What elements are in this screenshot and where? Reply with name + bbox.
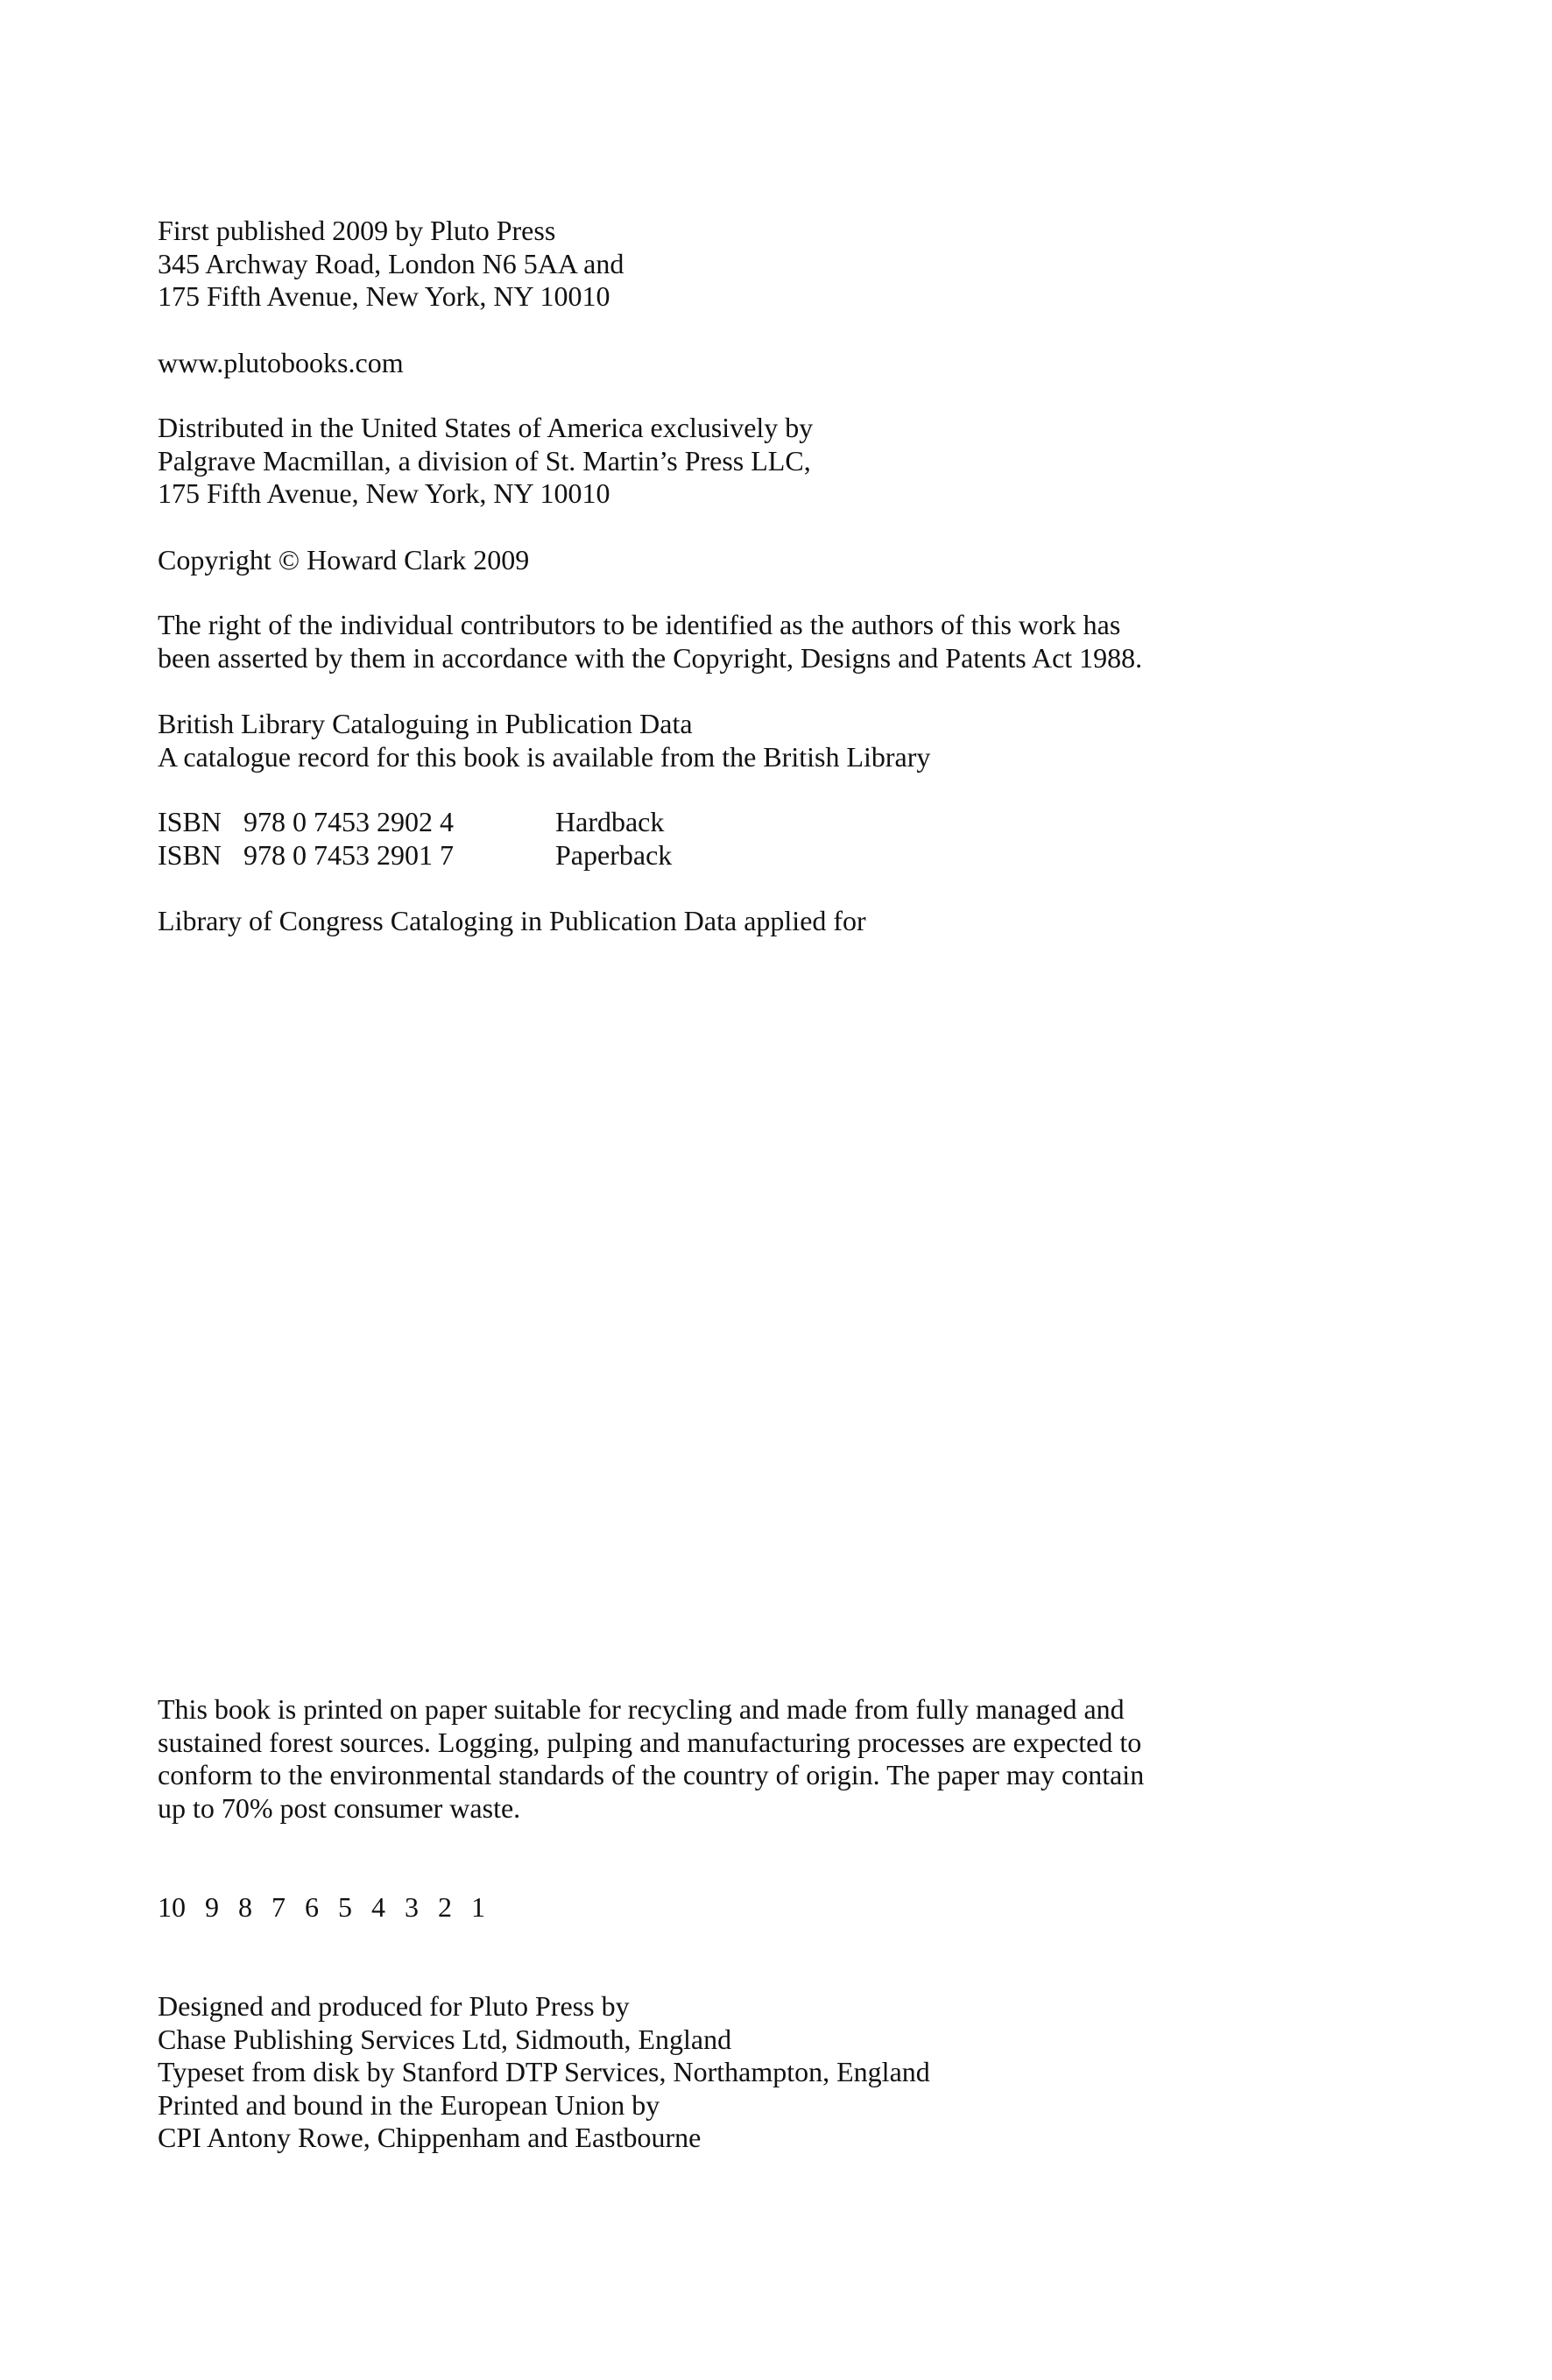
printing-number: 5 bbox=[338, 1891, 352, 1923]
distribution-block bbox=[158, 412, 1314, 511]
rights-line: The right of the individual contributors to be identified as the authors of this work has bbox=[158, 609, 1121, 640]
printing-number: 6 bbox=[305, 1891, 319, 1923]
paper-notice-line: conform to the environmental standards of the country of origin. The paper may contain bbox=[158, 1759, 1145, 1790]
british-library-line: A catalogue record for this book is available from the British Library bbox=[158, 740, 931, 773]
printing-number: 8 bbox=[238, 1891, 252, 1923]
copyright-notice: Copyright © Howard Clark 2009 bbox=[158, 544, 530, 576]
production-line: Printed and bound in the European Union by bbox=[158, 2088, 660, 2121]
distribution-line: Distributed in the United States of America exclusively by bbox=[158, 412, 814, 443]
printing-number: 1 bbox=[471, 1891, 485, 1923]
production-line: Chase Publishing Services Ltd, Sidmouth, England bbox=[158, 2023, 732, 2055]
printing-number: 7 bbox=[272, 1891, 286, 1923]
production-line: Designed and produced for Pluto Press by bbox=[158, 1990, 630, 2022]
isbn-block bbox=[158, 806, 1314, 872]
isbn-label: ISBN bbox=[158, 806, 222, 837]
printing-number: 9 bbox=[205, 1891, 219, 1923]
printing-line bbox=[158, 1891, 1314, 1924]
isbn-row bbox=[158, 839, 1314, 872]
production-line: Typeset from disk by Stanford DTP Services, Northampton, England bbox=[158, 2056, 930, 2087]
website-url: www.plutobooks.com bbox=[158, 347, 404, 378]
printing-number: 2 bbox=[438, 1891, 452, 1923]
distribution-line: Palgrave Macmillan, a division of St. Martin’s Press LLC, bbox=[158, 444, 811, 477]
paper-notice-line: up to 70% post consumer waste. bbox=[158, 1791, 521, 1824]
british-library-block bbox=[158, 708, 1314, 773]
isbn-format: Paperback bbox=[555, 838, 673, 871]
copyright-block bbox=[158, 544, 1314, 577]
publisher-line: 175 Fifth Avenue, New York, NY 10010 bbox=[158, 280, 610, 312]
library-of-congress-line: Library of Congress Cataloging in Publication Data applied for bbox=[158, 905, 866, 936]
production-line: CPI Antony Rowe, Chippenham and Eastbourne bbox=[158, 2122, 702, 2153]
british-library-line: British Library Cataloguing in Publication Data bbox=[158, 708, 693, 739]
isbn-row bbox=[158, 806, 1314, 839]
isbn-format: Hardback bbox=[555, 806, 665, 837]
paper-notice-block bbox=[158, 1693, 1314, 1825]
paper-notice-line: This book is printed on paper suitable for recycling and made from fully managed and bbox=[158, 1693, 1125, 1725]
printing-number: 3 bbox=[405, 1891, 419, 1923]
publisher-line: First published 2009 by Pluto Press bbox=[158, 215, 556, 246]
publisher-line: 345 Archway Road, London N6 5AA and bbox=[158, 247, 624, 279]
printing-number: 10 bbox=[158, 1891, 186, 1923]
printing-number: 4 bbox=[371, 1891, 385, 1923]
production-block bbox=[158, 1990, 1314, 2155]
distribution-line: 175 Fifth Avenue, New York, NY 10010 bbox=[158, 477, 610, 509]
isbn-label: ISBN bbox=[158, 838, 222, 871]
publisher-block bbox=[158, 215, 1314, 314]
paper-notice-line: sustained forest sources. Logging, pulping and manufacturing processes are expected to bbox=[158, 1726, 1142, 1758]
library-of-congress-block bbox=[158, 905, 1314, 938]
rights-line: been asserted by them in accordance with the Copyright, Designs and Patents Act 1988. bbox=[158, 641, 1143, 674]
isbn-number: 978 0 7453 2901 7 bbox=[243, 838, 454, 871]
website-block bbox=[158, 347, 1314, 380]
rights-block bbox=[158, 609, 1314, 674]
isbn-number: 978 0 7453 2902 4 bbox=[243, 806, 454, 837]
